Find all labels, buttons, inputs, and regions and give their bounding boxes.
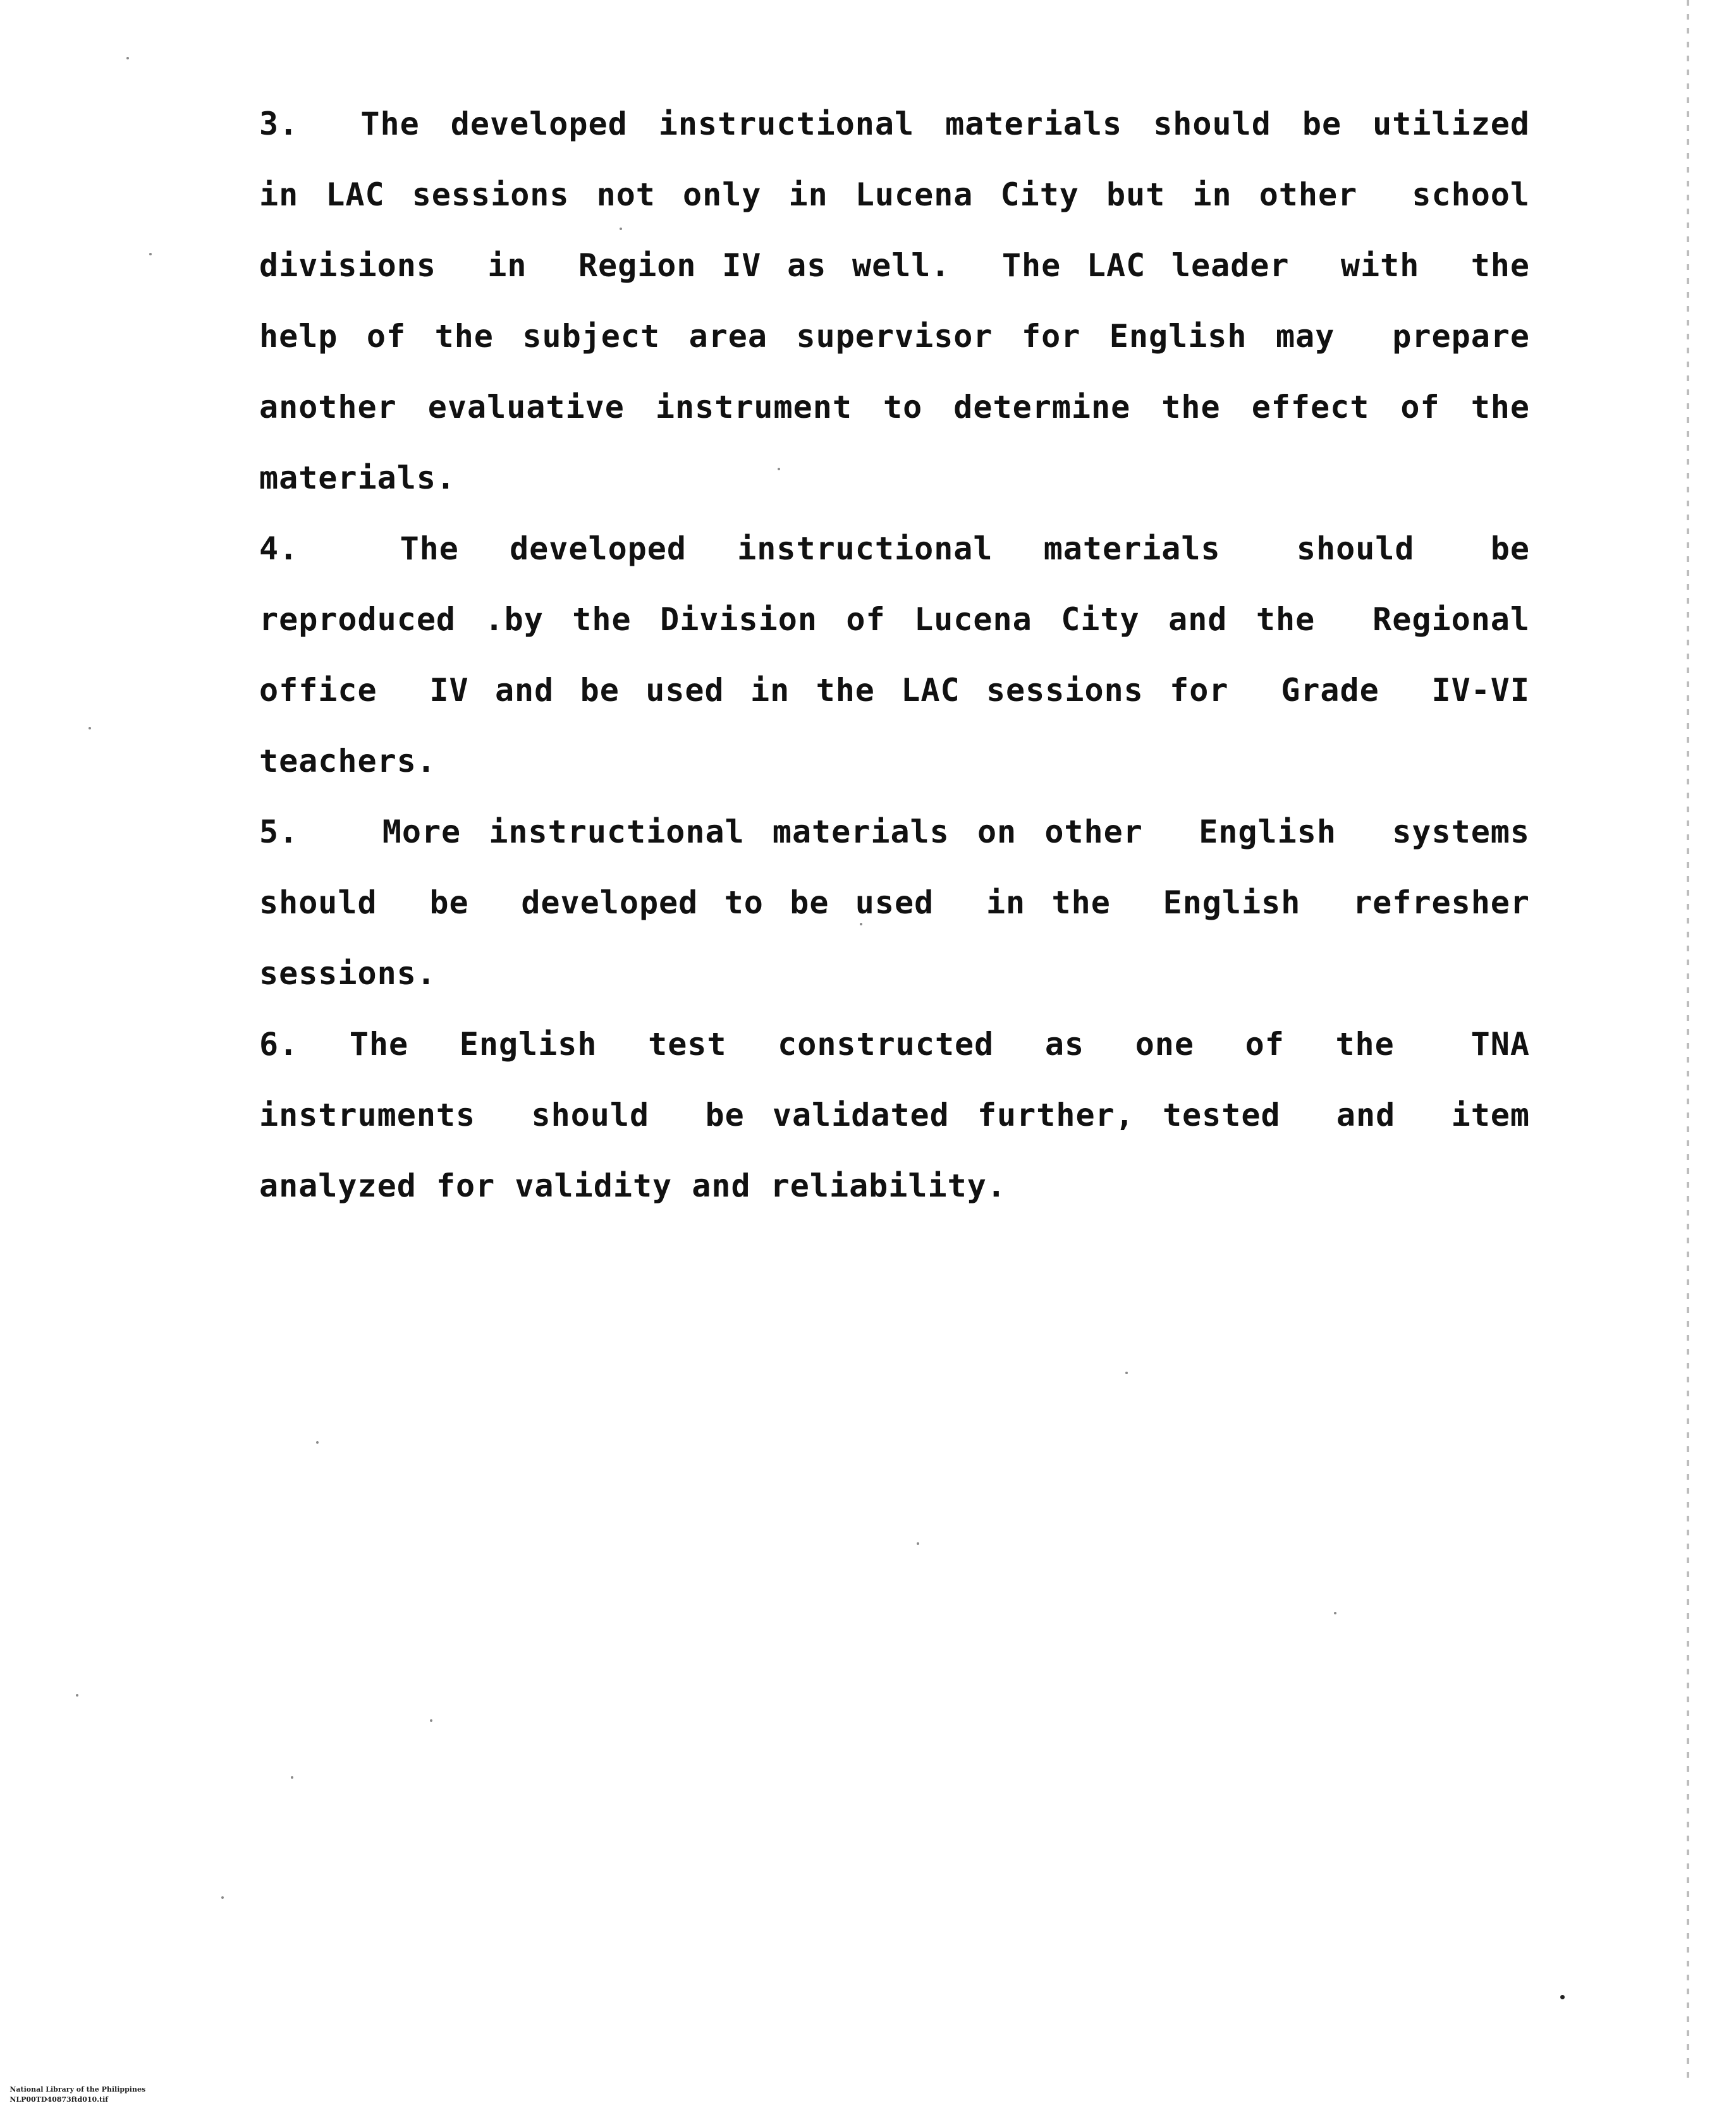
scan-speck [149,253,152,255]
scan-speck [1560,1995,1565,1999]
text-line: 6. The English test constructed as one of the TNA [259,1026,1530,1063]
recommendation-item-6 [259,1009,1530,1221]
scan-speck [291,1776,293,1779]
scan-speck [221,1896,224,1899]
text-line: reproduced .by the Division of Lucena City and the Regional [259,601,1530,638]
scan-footer [0,2075,237,2104]
scan-speck [778,468,780,470]
footer-library-name: National Library of the Philippines [9,2085,146,2094]
scan-edge-dotted-rule [1687,0,1689,2086]
text-line: another evaluative instrument to determine the effect of the [259,389,1530,425]
text-line: teachers. [259,743,436,779]
scan-speck [76,1694,78,1697]
text-line: analyzed for validity and reliability. [259,1167,1006,1204]
scan-speck [126,57,129,59]
scan-speck [430,1719,432,1722]
footer-file-name: NLP00TD40873ftd010.tif [9,2095,108,2104]
text-line: should be developed to be used in the English refresher [259,884,1530,921]
recommendations-text [259,88,1530,1221]
text-line: sessions. [259,955,436,992]
text-line: in LAC sessions not only in Lucena City but in other school [259,176,1530,213]
text-line: office IV and be used in the LAC sessions for Grade IV-VI [259,672,1530,709]
scan-speck [316,1441,319,1444]
text-line: 3. The developed instructional materials should be utilized [259,106,1530,142]
text-line: instruments should be validated further, tested and item [259,1097,1530,1133]
recommendation-item-5 [259,796,1530,1009]
recommendation-item-3 [259,88,1530,513]
scan-speck [917,1542,919,1545]
scan-speck [89,727,91,729]
recommendation-item-4 [259,513,1530,796]
text-line: help of the subject area supervisor for English may prepare [259,318,1530,355]
text-line: materials. [259,460,456,496]
scan-speck [860,923,862,925]
text-line: 5. More instructional materials on other English systems [259,814,1530,850]
scan-speck [1334,1612,1336,1614]
scan-speck [620,228,622,230]
text-line: 4. The developed instructional materials should be [259,530,1530,567]
text-line: divisions in Region IV as well. The LAC leader with the [259,247,1530,284]
scan-speck [1125,1372,1128,1374]
